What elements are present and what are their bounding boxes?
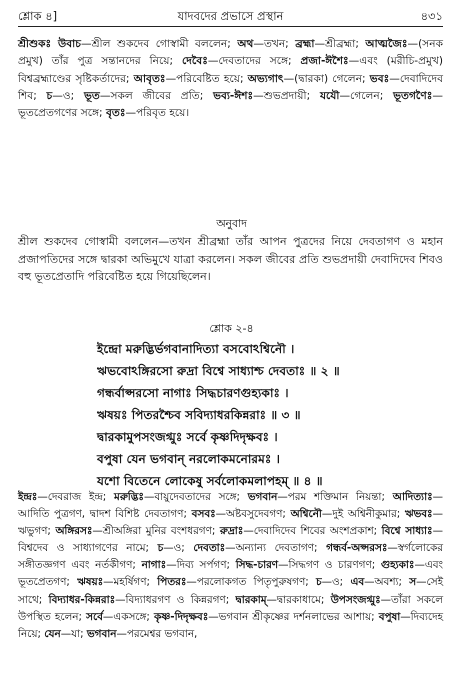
synonym-meaning: —বিদ্যাধরগণ ও কিন্নরগণ; [115,593,236,606]
synonym-meaning: —শুভপ্রদায়ী; [253,89,320,102]
header-divider [18,26,443,27]
synonym-meaning: —এবং (মরীচি-প্রমুখ) বিশ্বব্রহ্মাণ্ডের সৃষ্টিকর্তাদের; [18,55,444,85]
synonym-word: ভগবান [247,491,278,503]
synonym-word: গুহ্যকাঃ [380,559,415,572]
synonym-word: ভগবান [86,627,117,640]
synonym-meaning: —(সনক প্রমুখ) তাঁর পুত্র সন্তানদের নিয়ে; [18,38,444,68]
synonym-meaning: —ও; [321,576,351,589]
synonym-meaning: —দেবতাদের সঙ্গে; [207,55,301,68]
synonym-meaning: —দেবরাজ ইন্দ্র; [37,491,115,503]
verse-line: দ্বারকামুপসংজগ্মুঃ সর্বে কৃষ্ণদিদৃক্ষবঃ । [97,430,278,444]
synonym-meaning: —দিব্য সর্পগণ; [166,559,236,572]
synonym-meaning: —স্বর্গলোকের সঙ্গীতজ্ঞগণ এবং নর্তকীগণ; [18,542,443,572]
synonym-meaning: —পরলোকগত পিতৃপুরুষগণ; [186,576,317,589]
synonym-meaning: —সেই সাথে; [18,576,444,606]
word-for-word-synonyms-2 [18,489,443,643]
verse-line: ঋভবোঽঙ্গিরসো রুদ্রা বিশ্বে সাধ্যাশ্চ দেবতাঃ ॥ ২ ॥ [97,364,340,378]
verse-line: ইন্দ্রো মরুদ্ভির্ভগবানাদিত্যা বসবোঽশ্বিনৌ । [97,342,295,356]
synonym-word: আত্মজৈঃ [365,38,408,50]
synonym-word: মরুদ্ভিঃ [114,491,144,503]
verse-line: ঋষয়ঃ পিতরশ্চৈব সবিদ্যাধরকিন্নরাঃ ॥ ৩ ॥ [97,408,301,422]
synonym-word: চ [316,576,322,589]
synonym-meaning: —একসঙ্গে; [102,610,154,623]
synonym-meaning: —সিদ্ধগণ ও চারণগণ; [278,559,381,572]
synonym-word: পিতরঃ [157,576,187,589]
synonym-meaning: —ঋভুগণ; [18,508,443,538]
synonym-meaning: —যা; [60,627,87,640]
page-header [18,8,443,26]
synonym-meaning: —মহর্ষিগণ; [103,576,158,589]
synonym-word: প্রজা-ঈশৈঃ [300,55,349,68]
translation-text: শ্রীল শুকদেব গোস্বামী বললেন—তখন শ্রীব্রহ্মা তাঁর আপন পুত্রদের নিয়ে দেবতাগণ ও মহান প্রজাপতিদের সঙ্গে দ্বারকা অভিমুখে যাত্রা করলেন। সকল জীবের প্রতি শুভপ্রদায়ী দেবাদিদেব শিবও বহু ভূতপ্রেতাদি পরিবেষ্টিত হয়ে গিয়েছিলেন। [18,235,443,283]
synonym-word: বিদ্যাধর-কিন্নরাঃ [48,593,116,606]
synonym-word: যেন [44,627,61,640]
synonym-word: আবৃতঃ [133,72,166,85]
synonym-word: সর্বে [86,610,103,623]
synonym-word: ভবঃ [369,72,390,85]
synonym-meaning: —পরিবেষ্টিত হয়ে; [165,72,248,85]
verse-number: শ্লোক ২-৪ [209,322,254,335]
synonym-meaning: —পরম শক্তিমান নিয়ন্তা; [277,491,393,503]
verse-line: যশো বিতেনে লোকেষু সর্বলোকমলাপহম্ ॥ ৪ ॥ [97,474,323,488]
synonym-meaning: —অন্যান্য দেবতাগণ; [225,542,327,555]
synonym-word: উপসংজগ্মুঃ [330,593,381,606]
synonym-meaning: —ও; [52,89,85,102]
synonym-meaning: —দ্বারকাধামে; [266,593,331,606]
synonym-word: ভব্য-ঈশঃ [213,89,254,102]
synonym-word: ঋভবঃ [404,508,433,521]
verse-line: গন্ধর্বাপ্সরসো নাগাঃ সিদ্ধচারণগুহ্যকাঃ । [97,386,289,400]
synonym-meaning: —দিব্যদেহ নিয়ে; [18,610,443,640]
synonym-meaning: —পরমেশ্বর ভগবান, [116,627,198,640]
synonym-meaning: —(দ্বারকা) গেলেন; [283,72,370,85]
synonym-meaning: —আদিতি পুত্রগণ, দ্বাদশ বিশিষ্ট দেবতাগণ; [18,491,444,521]
synonym-word: গন্ধর্ব-অপ্সরসঃ [326,542,388,555]
synonym-word: বপুষা [378,610,401,623]
synonym-word: এব [350,576,365,589]
synonym-word: বৃতঃ [105,107,126,120]
synonym-meaning: —ভগবান শ্রীকৃষ্ণের দর্শনলাভের আশায়; [208,610,379,623]
synonym-meaning: —অবশ্য; [364,576,410,589]
synonym-meaning: —তখন; [253,38,296,50]
synonym-meaning: —দেবাদিদেব শিবের অংশপ্রকাশ; [243,525,382,538]
synonym-word: ঋষয়ঃ [77,576,104,589]
synonym-word: অথ [237,38,254,50]
synonym-meaning: —সকল জীবের প্রতি; [99,89,214,102]
synonym-meaning: —বিশ্বদেব ও সাধ্যাগণের নামে; [18,525,443,555]
synonym-word: আদিত্যাঃ [392,491,433,503]
synonym-meaning: —শ্রীব্রহ্মা; [314,38,366,50]
synonym-word: দ্বারকাম্ [235,593,267,606]
sanskrit-verse [97,338,443,492]
synonym-meaning: —দেবাদিদেব শিব; [18,72,443,102]
synonym-word: ভূতগণৈঃ [393,89,433,102]
synonym-meaning: —ও; [163,542,194,555]
synonym-meaning: —এবং ভূতপ্রেতগণ; [18,559,443,589]
synonym-word: রুদ্রাঃ [219,525,244,538]
synonym-word: বসবঃ [191,508,216,521]
synonym-word: ভূত [84,89,100,102]
synonym-word: ব্রহ্মা [295,38,315,50]
word-for-word-synonyms-1 [18,36,443,122]
synonym-word: কৃষ্ণ-দিদৃক্ষবঃ [154,610,209,623]
synonym-word: অভ্যগাৎ [247,72,284,85]
synonym-meaning: —শ্রীল শুকদেব গোস্বামী বললেন; [80,38,238,50]
page-header-chapter-title: যাদবদের প্রভাসে প্রস্থান [177,9,284,23]
synonym-meaning: —শ্রীঅঙ্গিরা মুনির বংশধরগণ; [92,525,220,538]
synonym-meaning: —ভূতপ্রেতগণের সঙ্গে; [18,89,443,120]
synonym-word: দেবতাঃ [193,542,226,555]
synonym-meaning: —তাঁরা সকলে উপস্থিত হলেন; [18,593,443,623]
page-header-verse-ref: শ্লোক ৪] [18,9,58,23]
synonym-word: স [409,576,417,589]
translation-heading: অনুবাদ [216,217,247,230]
synonym-word: যযৌ [319,89,340,102]
synonym-word: চ [157,542,164,555]
synonym-meaning: —দুই অশ্বিনীকুমার; [321,508,405,521]
synonym-word: চ [46,89,53,102]
page-number: ৪৩১ [420,9,443,23]
synonym-word: সিদ্ধ-চারণ [235,559,279,572]
synonym-word: নাগাঃ [141,559,167,572]
synonym-word: অশ্বিনৌ [290,508,322,521]
synonym-word: অঙ্গিরসঃ [55,525,93,538]
synonym-word: দেবৈঃ [181,55,208,68]
synonym-word: শ্রীশুকঃ উবাচ [18,38,81,50]
synonym-meaning: —বায়ুদেবতাদের সঙ্গে; [143,491,248,503]
synonym-meaning: —গেলেন; [339,89,394,102]
synonym-word: বিশ্বে সাধ্যাঃ [381,525,433,538]
synonym-meaning: —অষ্টবসুদেবগণ; [215,508,291,521]
synonym-word: ইন্দ্রঃ [18,491,38,503]
verse-line: বপুষা যেন ভগবান্ নরলোকমনোরমঃ । [97,452,280,466]
synonym-meaning: —পরিবৃত হয়ে। [125,107,190,120]
